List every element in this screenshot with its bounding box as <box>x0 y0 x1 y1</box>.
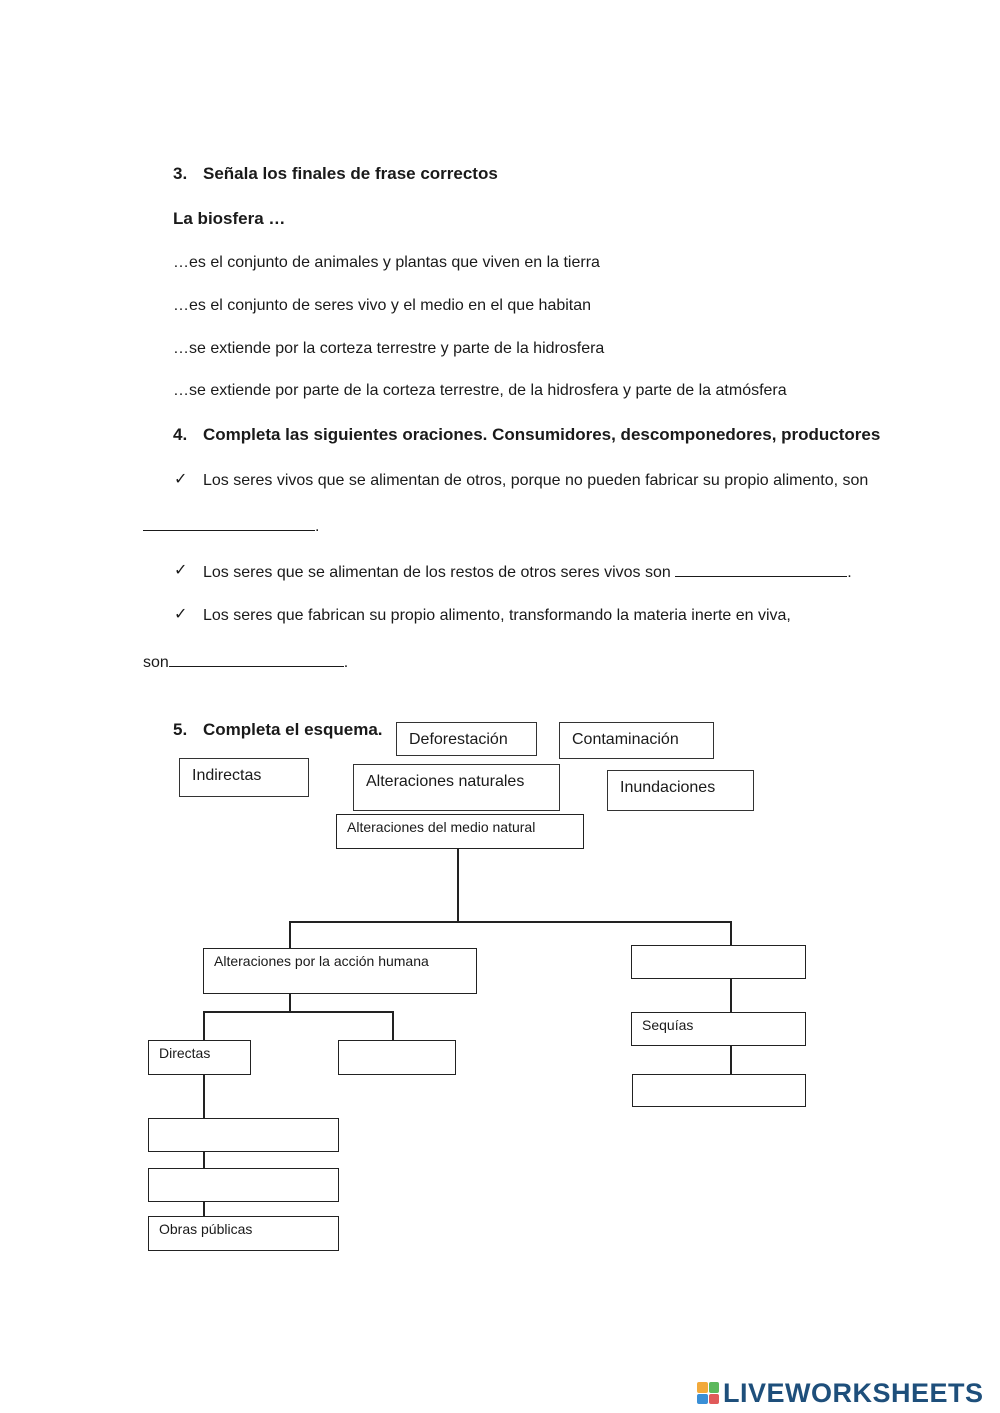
diagram-natural-blank-box-2[interactable] <box>632 1074 806 1107</box>
answer-blank-3[interactable] <box>169 652 344 667</box>
connector-line <box>289 921 291 948</box>
diagram-direct-box: Directas <box>148 1040 251 1075</box>
q4-heading: 4. Completa las siguientes oraciones. Consumidores, descomponedores, productores <box>173 425 881 444</box>
q5-heading: 5. Completa el esquema. <box>173 720 383 739</box>
word-alteraciones-naturales[interactable]: Alteraciones naturales <box>353 764 560 811</box>
liveworksheets-logo-icon <box>697 1382 719 1404</box>
check-icon: ✓ <box>174 606 188 623</box>
q4-title: Completa las siguientes oraciones. Consumidores, descomponedores, productores <box>203 425 881 444</box>
diagram-natural-blank-box[interactable] <box>631 945 806 979</box>
q4-answer-3-line: son . <box>143 654 349 671</box>
diagram-direct-blank-box-1[interactable] <box>148 1118 339 1152</box>
answer-blank-1[interactable] <box>143 516 315 531</box>
q4-sentence-1: Los seres vivos que se alimentan de otros, porque no pueden fabricar su propio alimento, son <box>203 472 869 489</box>
q3-option-4[interactable]: …se extiende por parte de la corteza terrestre, de la hidrosfera y parte de la atmósfera <box>173 382 787 399</box>
connector-line <box>730 1045 732 1075</box>
q3-title: Señala los finales de frase correctos <box>203 164 498 183</box>
q3-heading: 3. Señala los finales de frase correctos <box>173 164 498 183</box>
diagram-human-box: Alteraciones por la acción humana <box>203 948 477 994</box>
word-indirectas[interactable]: Indirectas <box>179 758 309 797</box>
connector-line <box>203 1011 205 1040</box>
connector-line <box>203 1011 393 1013</box>
q4-sentence-3: Los seres que fabrican su propio alimento, transformando la materia inerte en viva, <box>203 607 791 624</box>
connector-line <box>392 1011 394 1040</box>
check-icon: ✓ <box>174 562 188 579</box>
diagram-indirect-blank-box[interactable] <box>338 1040 456 1075</box>
diagram-sequias-box: Sequías <box>631 1012 806 1046</box>
liveworksheets-logo <box>697 1378 984 1408</box>
q3-option-3[interactable]: …se extiende por la corteza terrestre y parte de la hidrosfera <box>173 340 605 357</box>
connector-line <box>730 978 732 1012</box>
check-icon: ✓ <box>174 471 188 488</box>
q5-title: Completa el esquema. <box>203 720 383 739</box>
diagram-direct-blank-box-2[interactable] <box>148 1168 339 1202</box>
connector-line <box>203 1074 205 1118</box>
q4-sentence-2: Los seres que se alimentan de los restos de otros seres vivos son . <box>203 564 852 581</box>
q3-option-1[interactable]: …es el conjunto de animales y plantas que viven en la tierra <box>173 254 600 271</box>
diagram-root-box: Alteraciones del medio natural <box>336 814 584 849</box>
word-contaminacion[interactable]: Contaminación <box>559 722 714 759</box>
connector-line <box>289 921 731 923</box>
q3-subtitle: La biosfera … <box>173 209 286 228</box>
connector-line <box>203 1151 205 1168</box>
word-deforestacion[interactable]: Deforestación <box>396 722 537 756</box>
q3-option-2[interactable]: …es el conjunto de seres vivo y el medio en el que habitan <box>173 297 592 314</box>
connector-line <box>203 1201 205 1217</box>
q4-answer-1-line: . <box>143 516 319 537</box>
diagram-obras-publicas-box: Obras públicas <box>148 1216 339 1251</box>
connector-line <box>289 993 291 1012</box>
brand-name: LIVEWORKSHEETS <box>723 1377 984 1408</box>
connector-line <box>457 848 459 922</box>
word-inundaciones[interactable]: Inundaciones <box>607 770 754 811</box>
answer-blank-2[interactable] <box>675 562 847 577</box>
connector-line <box>730 921 732 946</box>
